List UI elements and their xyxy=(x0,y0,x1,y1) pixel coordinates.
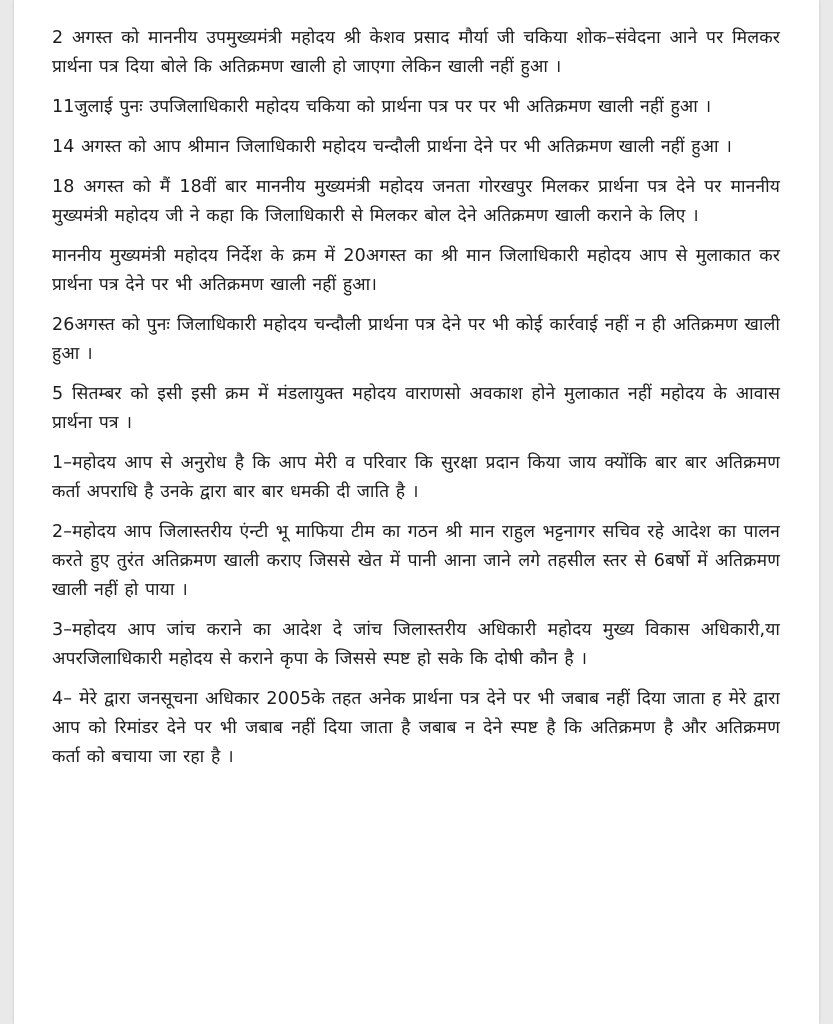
paragraph: 14 अगस्त को आप श्रीमान जिलाधिकारी महोदय चन्दौली प्रार्थना देने पर भी अतिक्रमण खाली नहीं हुआ । xyxy=(52,137,733,157)
paragraph: 11जुलाई पुनः उपजिलाधिकारी महोदय चकिया को प्रार्थना पत्र पर पर भी अतिक्रमण खाली नहीं हुआ । xyxy=(52,97,712,117)
numbered-request-3: 3–महोदय आप जांच कराने का आदेश दे जांच जिलास्तरीय अधिकारी महोदय मुख्य विकास अधिकारी,या अपरजिलाधिकारी महोदय से कराने कृपा के जिससे स्पष्ट हो सके कि दोषी कौन है । xyxy=(52,620,780,669)
numbered-request-4: 4– मेरे द्वारा जनसूचना अधिकार 2005के तहत अनेक प्रार्थना पत्र देने पर भी जबाब नहीं दिया जाता ह मेरे द्वारा आप को रिमांडर देने पर भी जबाब नहीं दिया जाता है जबाब न देने स्पष्ट है कि अतिक्रमण है और अतिक्रमण कर्ता को बचाया जा रहा है । xyxy=(52,689,780,767)
paragraph: 26अगस्त को पुनः जिलाधिकारी महोदय चन्दौली प्रार्थना पत्र देने पर भी कोई कार्रवाई नहीं न ही अतिक्रमण खाली हुआ । xyxy=(52,315,780,364)
paragraph: 2 अगस्त को माननीय उपमुख्यमंत्री महोदय श्री केशव प्रसाद मौर्या जी चकिया शोक–संवेदना आने पर मिलकर प्रार्थना पत्र दिया बोले कि अतिक्रमण खाली हो जाएगा लेकिन खाली नहीं हुआ । xyxy=(52,28,780,77)
document-page xyxy=(14,0,819,1024)
document-body xyxy=(52,24,780,783)
paragraph: माननीय मुख्यमंत्री महोदय निर्देश के क्रम में 20अगस्त का श्री मान जिलाधिकारी महोदय आप से मुलाकात कर प्रार्थना पत्र देने पर भी अतिक्रमण खाली नहीं हुआ। xyxy=(52,246,780,295)
paragraph: 5 सितम्बर को इसी इसी क्रम में मंडलायुक्त महोदय वाराणसो अवकाश होने मुलाकात नहीं महोदय के आवास प्रार्थना पत्र । xyxy=(52,384,780,433)
numbered-request-1: 1–महोदय आप से अनुरोध है कि आप मेरी व परिवार कि सुरक्षा प्रदान किया जाय क्योंकि बार बार अतिक्रमण कर्ता अपराधि है उनके द्वारा बार बार धमकी दी जाति है । xyxy=(52,453,780,502)
numbered-request-2: 2–महोदय आप जिलास्तरीय एंन्टी भू माफिया टीम का गठन श्री मान राहुल भट्टनागर सचिव रहे आदेश का पालन करते हुए तुरंत अतिक्रमण खाली कराए जिससे खेत में पानी आना जाने लगे तहसील स्तर से 6बर्षो में अतिक्रमण खाली नहीं हो पाया । xyxy=(52,522,780,600)
paragraph: 18 अगस्त को मैं 18वीं बार माननीय मुख्यमंत्री महोदय जनता गोरखपुर मिलकर प्रार्थना पत्र देने पर माननीय मुख्यमंत्री महोदय जी ने कहा कि जिलाधिकारी से मिलकर बोल देने अतिक्रमण खाली कराने के लिए । xyxy=(52,177,780,226)
